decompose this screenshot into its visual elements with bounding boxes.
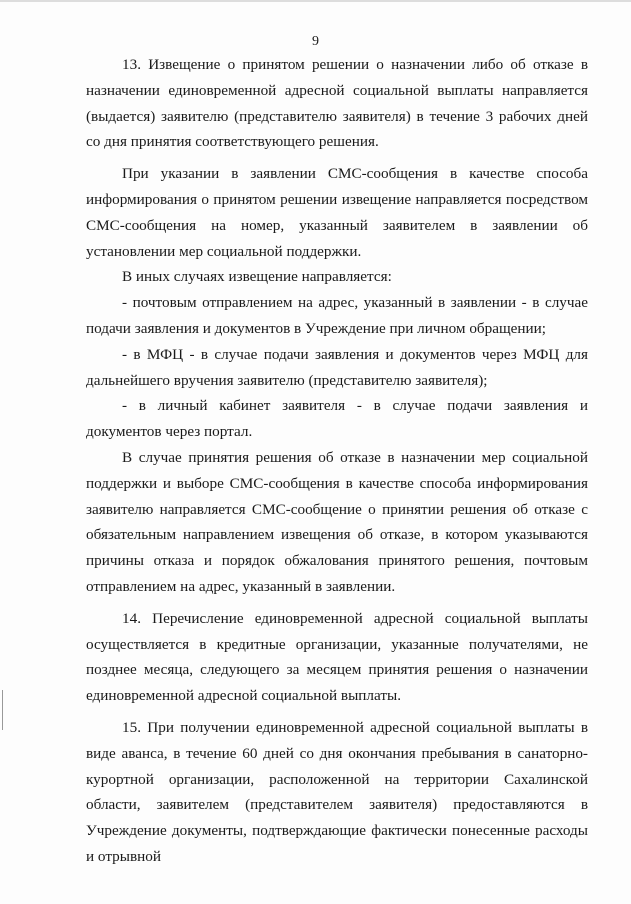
list-item-postal: - почтовым отправлением на адрес, указанный в заявлении - в случае подачи заявления и документов в Учреждение при личном обращении; (86, 294, 588, 337)
scan-top-edge (0, 0, 631, 2)
paragraph-refusal: В случае принятия решения об отказе в назначении мер социальной поддержки и выборе СМС-сообщения в качестве способа информирования заявителю направляется СМС-сообщение о принятии решения об отказе с обязательным направлением извещения об отказе, в котором указываются причины отказа и порядок обжалования принятого решения, почтовым отправлением на адрес, указанный в заявлении. (86, 448, 588, 595)
paragraph-13: 13. Извещение о принятом решении о назначении либо об отказе в назначении единовременной адресной социальной выплаты направляется (выдается) заявителю (представителю заявителя) в течение 3 рабочих дней со дня принятия соответствующего решения. (86, 56, 588, 151)
paragraph-sms-notice: При указании в заявлении СМС-сообщения в качестве способа информирования о принятом решении извещение направляется посредством СМС-сообщения на номер, указанный заявителем в заявлении об установлении мер социальной поддержки. (86, 165, 588, 260)
paragraph-15: 15. При получении единовременной адресной социальной выплаты в виде аванса, в течение 60 дней со дня окончания пребывания в санаторно-курортной организации, расположенной на территории Сахалинской области, заявителем (представителем заявителя) предоставляются в Учреждение документы, подтверждающие фактически понесенные расходы и отрывной (86, 718, 588, 865)
document-body (86, 52, 588, 870)
paragraph-14: 14. Перечисление единовременной адресной социальной выплаты осуществляется в кредитные организации, указанные получателями, не позднее месяца, следующего за месяцем принятия решения о назначении единовременной адресной социальной выплаты. (86, 609, 588, 705)
list-item-personal-cabinet: - в личный кабинет заявителя - в случае подачи заявления и документов через портал. (86, 397, 588, 441)
paragraph-other-cases: В иных случаях извещение направляется: (122, 268, 392, 286)
list-item-mfc: - в МФЦ - в случае подачи заявления и документов через МФЦ для дальнейшего вручения заявителю (представителю заявителя); (86, 345, 588, 389)
scan-margin-mark (2, 690, 3, 730)
page-number: 9 (312, 34, 319, 49)
